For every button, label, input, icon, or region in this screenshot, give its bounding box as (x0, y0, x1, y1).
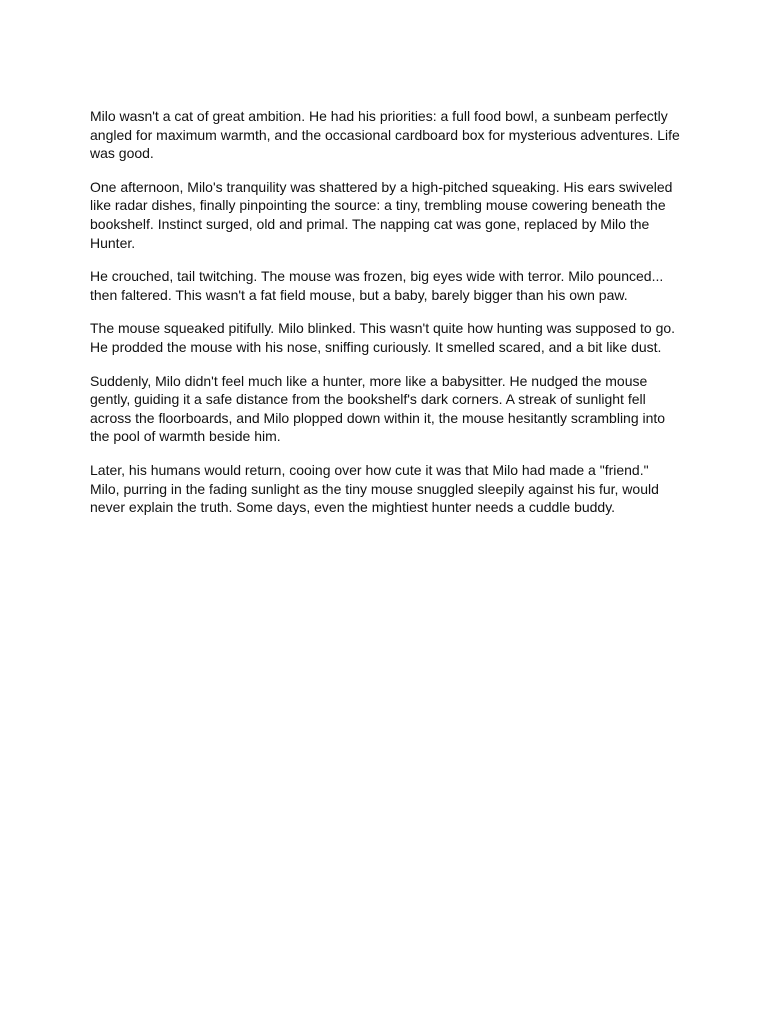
story-body (90, 107, 680, 532)
paragraph-5: Suddenly, Milo didn't feel much like a hunter, more like a babysitter. He nudged the mouse gently, guiding it a safe distance from the bookshelf's dark corners. A streak of sunlight fell across the floorboards, and Milo plopped down within it, the mouse hesitantly scrambling into the pool of warmth beside him. (90, 372, 666, 445)
paragraph-2: One afternoon, Milo's tranquility was shattered by a high-pitched squeaking. His ears swiveled like radar dishes, finally pinpointing the source: a tiny, trembling mouse cowering beneath the bookshelf. Instinct surged, old and primal. The napping cat was gone, replaced by Milo the Hunter. (90, 178, 673, 251)
paragraph-3: He crouched, tail twitching. The mouse was frozen, big eyes wide with terror. Milo pounced... then faltered. This wasn't a fat field mouse, but a baby, barely bigger than his own paw. (90, 268, 664, 303)
paragraph-6: Later, his humans would return, cooing over how cute it was that Milo had made a "friend." Milo, purring in the fading sunlight as the tiny mouse snuggled sleepily against his fur, would never explain the truth. Some days, even the mightiest hunter needs a cuddle buddy. (90, 461, 659, 516)
paragraph-1: Milo wasn't a cat of great ambition. He had his priorities: a full food bowl, a sunbeam perfectly angled for maximum warmth, and the occasional cardboard box for mysterious adventures. Life was good. (90, 108, 680, 162)
paragraph-4: The mouse squeaked pitifully. Milo blinked. This wasn't quite how hunting was supposed to go. He prodded the mouse with his nose, sniffing curiously. It smelled scared, and a bit like dust. (90, 320, 676, 355)
